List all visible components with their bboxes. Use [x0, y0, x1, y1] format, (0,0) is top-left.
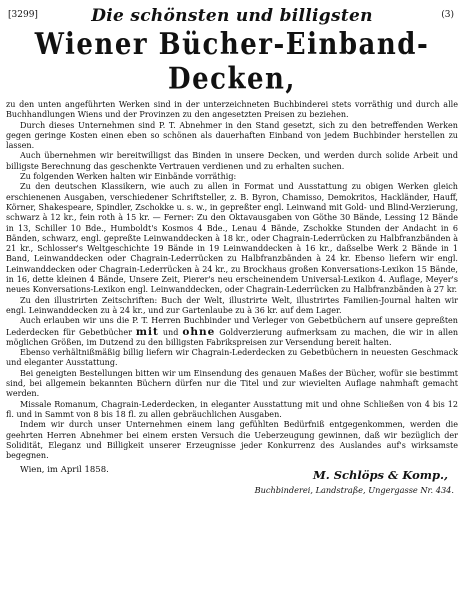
paragraph-missale: Missale Romanum, Chagrain-Lederdecken, in eleganter Ausstattung mit und ohne Schließen von 4 bis 12 fl. und in Sammt von 8 bis 18 fl. zu allen gebräuchlichen Ausgaben.: [6, 399, 458, 419]
reference-number: [3299]: [8, 10, 38, 20]
footer: [6, 465, 458, 505]
paragraph-closing: Indem wir durch unser Unternehmen einem lang gefühlten Bedürfniß entgegenkommen, werden die geehrten Herren Abnehmer bei einem ersten Versuch die Ueberzeugung gewinnen, daß wir bezüglich der Solidität, Eleganz und Billigkeit unserer Erzeugnisse jeder Konkurrenz des Auslandes auf's wirksamste begegnen.: [6, 420, 458, 461]
advertisement: [6, 6, 458, 590]
gold-text: Goldverzierung aufmerksam zu machen, die wir in allen möglichen Größen, im Dutzend zu den billigsten Fabrikspreisen zur Versendung bereit halten.: [6, 327, 459, 347]
und-word: und: [162, 327, 179, 337]
header: [6, 6, 458, 30]
page-title: Wiener Bücher-Einband-Decken,: [34, 27, 430, 97]
paragraph-classics: Zu den deutschen Klassikern, wie auch zu allen in Format und Ausstattung zu obigen Werken gleich erschienenen Ausgaben, verschiedener Schriftsteller, z. B. Byron, Chamisso, Demokritos, Hackländer, Hauff, Körner, Shakespeare, Spindler, Zschokke u. s. w., in gepreßter engl. Leinwand mit Gold- und Blind-Verzierung, schwarz à 12 kr., fein roth à 15 kr. — Ferner: Zu den Oktavausgaben von Göthe 30 Bände, Lessing 12 Bände in 13, Schiller 10 Bde., Humboldt's Kosmos 4 Bde., Lenau 4 Bände, Zschokke Stunden der Andacht in 6 Bänden, schwarz, engl. gepreßte Leinwanddecken à 18 kr., oder Chagrain-Lederrücken zu Halbfranzbänden à 21 kr., Schlosser's Weltgeschichte 19 Bände in 19 Leinwanddecken à 16 kr., daßselbe Werk 2 Bände in 1 Band, Leinwanddecken oder Chagrain-Lederrücken zu Halbfranzbänden à 24 kr. Ebenso liefern wir engl. Leinwanddecken oder Chagrain-Lederrücken à 24 kr., zu Brockhaus großen Konversations-Lexikon 15 Bände, in 16, dette kleinen 4 Bände, Unsere Zeit, Pierer's neu erscheinendem Universal-Lexikon 4. Auflage, Meyer's neues Konversations-Lexikon engl. Leinwanddecken, oder Chagrain-Lederrücken zu Halbfranzbänden à 27 kr.: [6, 182, 458, 295]
paragraph-intro: zu den unten angeführten Werken sind in der unterzeichneten Buchbinderei stets vorräthig und durch alle Buchhandlungen Wiens und der Provinzen zu den angesetzten Preisen zu beziehen.: [6, 100, 458, 120]
insertion-number: (3): [441, 10, 454, 20]
ohne-emphasis: ohne: [182, 325, 216, 338]
prayerbooks-text: Auch erlauben wir uns die P. T. Herren Buchbinder und Verleger von Gebetbüchern auf unsere gepreßten Lederdecken für Gebetbücher: [6, 316, 458, 337]
date-line: Wien, im April 1858.: [20, 465, 109, 476]
ad-body: [6, 100, 458, 461]
paragraph-magazines: Zu den illustrirten Zeitschriften: Buch der Welt, illustrirte Welt, illustrirtes Familien-Journal halten wir engl. Leinwanddecken zu à 24 kr., und zur Gartenlaube zu à 36 kr. auf dem Lager.: [6, 295, 458, 315]
paragraph-orders: Bei geneigten Bestellungen bitten wir um Einsendung des genauen Maßes der Bücher, wofür sie bestimmt sind, bei allgemein bekannten Büchern dürfen nur die Titel und zur wievielten Auflage nahmhaft gemacht werden.: [6, 368, 458, 399]
firm-name: M. Schlöps & Komp.,: [313, 468, 448, 483]
paragraph-chagrain: Ebenso verhältnißmäßig billig liefern wir Chagrain-Lederdecken zu Gebetbüchern in neuesten Geschmack und eleganter Ausstattung.: [6, 348, 458, 368]
headline: Die schönsten und billigsten: [91, 6, 373, 26]
paragraph-binding: Auch übernehmen wir bereitwilligst das Binden in unsere Decken, und werden durch solide Arbeit und billigste Berechnung das geschenkte Vertrauen verdienen und zu erhalten suchen.: [6, 151, 458, 171]
paragraph-works-heading: Zu folgenden Werken halten wir Einbände vorräthig:: [20, 172, 237, 182]
mit-emphasis: mit: [135, 325, 159, 338]
paragraph-prayerbooks: [6, 316, 458, 348]
paragraph-enterprise: Durch dieses Unternehmen sind P. T. Abnehmer in den Stand gesetzt, sich zu den betreffenden Werken gegen geringe Kosten einen eben so schönen als dauerhaften Einband von jedem Buchbinder herstellen zu lassen.: [6, 120, 458, 151]
firm-address: Buchbinderei, Landstraße, Ungergasse Nr. 434.: [254, 485, 454, 496]
